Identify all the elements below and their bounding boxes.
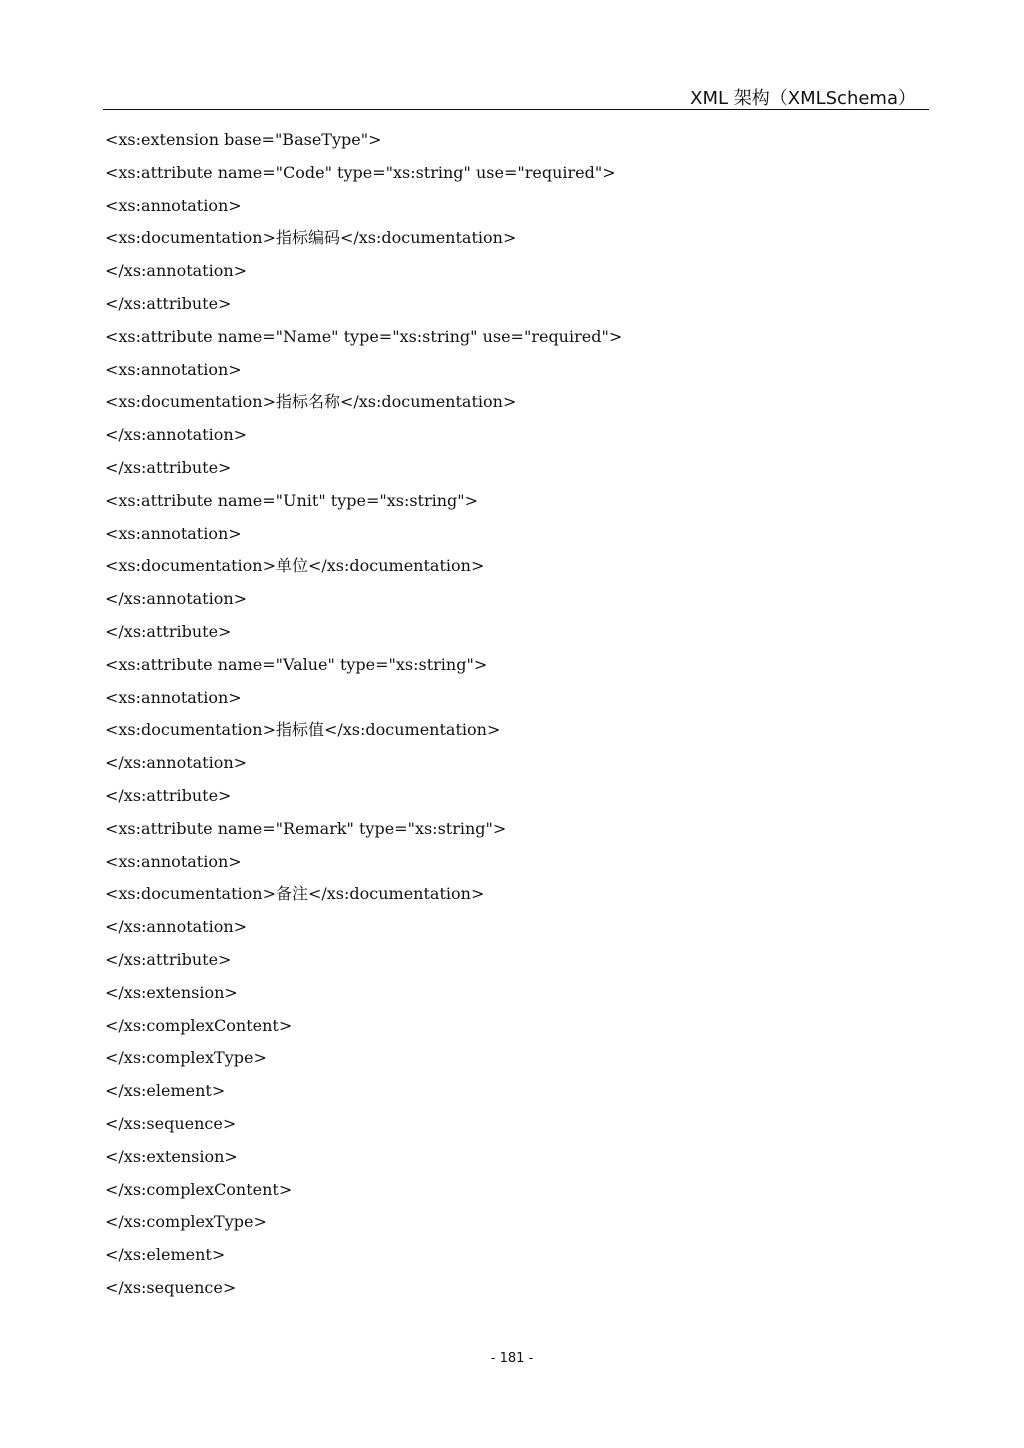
code-line: <xs:documentation>备注</xs:documentation> bbox=[105, 884, 485, 904]
code-line: </xs:attribute> bbox=[105, 621, 232, 641]
code-line: </xs:complexType> bbox=[105, 1048, 267, 1068]
code-line: </xs:element> bbox=[105, 1081, 226, 1101]
code-line: </xs:attribute> bbox=[105, 949, 232, 969]
code-line: <xs:annotation> bbox=[105, 195, 242, 215]
code-line: <xs:documentation>指标编码</xs:documentation> bbox=[105, 228, 517, 248]
code-line: </xs:attribute> bbox=[105, 293, 232, 313]
xml-code-listing bbox=[105, 124, 925, 1305]
code-line: <xs:annotation> bbox=[105, 359, 242, 379]
code-line: </xs:sequence> bbox=[105, 1113, 237, 1133]
code-line: <xs:attribute name="Value" type="xs:string"> bbox=[105, 654, 488, 674]
code-line: <xs:attribute name="Unit" type="xs:string"> bbox=[105, 490, 479, 510]
code-line: </xs:annotation> bbox=[105, 917, 248, 937]
code-line: <xs:attribute name="Code" type="xs:string" use="required"> bbox=[105, 162, 616, 182]
code-line: <xs:documentation>指标值</xs:documentation> bbox=[105, 720, 501, 740]
code-line: </xs:annotation> bbox=[105, 753, 248, 773]
code-line: </xs:extension> bbox=[105, 982, 238, 1002]
code-line: <xs:extension base="BaseType"> bbox=[105, 130, 382, 149]
code-line: </xs:complexContent> bbox=[105, 1179, 293, 1199]
code-line: <xs:documentation>单位</xs:documentation> bbox=[105, 556, 485, 576]
code-line: </xs:element> bbox=[105, 1245, 226, 1265]
code-line: </xs:annotation> bbox=[105, 425, 248, 445]
code-line: <xs:attribute name="Name" type="xs:string" use="required"> bbox=[105, 326, 623, 346]
code-line: <xs:annotation> bbox=[105, 687, 242, 707]
code-line: </xs:sequence> bbox=[105, 1277, 237, 1297]
code-line: </xs:complexType> bbox=[105, 1212, 267, 1232]
code-line: <xs:documentation>指标名称</xs:documentation> bbox=[105, 392, 517, 412]
code-line: </xs:attribute> bbox=[105, 785, 232, 805]
code-line: <xs:annotation> bbox=[105, 523, 242, 543]
code-line: </xs:attribute> bbox=[105, 457, 232, 477]
code-line: <xs:annotation> bbox=[105, 851, 242, 871]
code-line: </xs:annotation> bbox=[105, 261, 248, 281]
header-rule bbox=[103, 109, 929, 110]
code-line: </xs:annotation> bbox=[105, 589, 248, 609]
page-number: - 181 - bbox=[490, 1351, 534, 1366]
code-line: <xs:attribute name="Remark" type="xs:string"> bbox=[105, 818, 507, 838]
code-line: </xs:complexContent> bbox=[105, 1015, 293, 1035]
code-line: </xs:extension> bbox=[105, 1146, 238, 1166]
running-header-title: XML 架构（XMLSchema） bbox=[690, 88, 916, 109]
